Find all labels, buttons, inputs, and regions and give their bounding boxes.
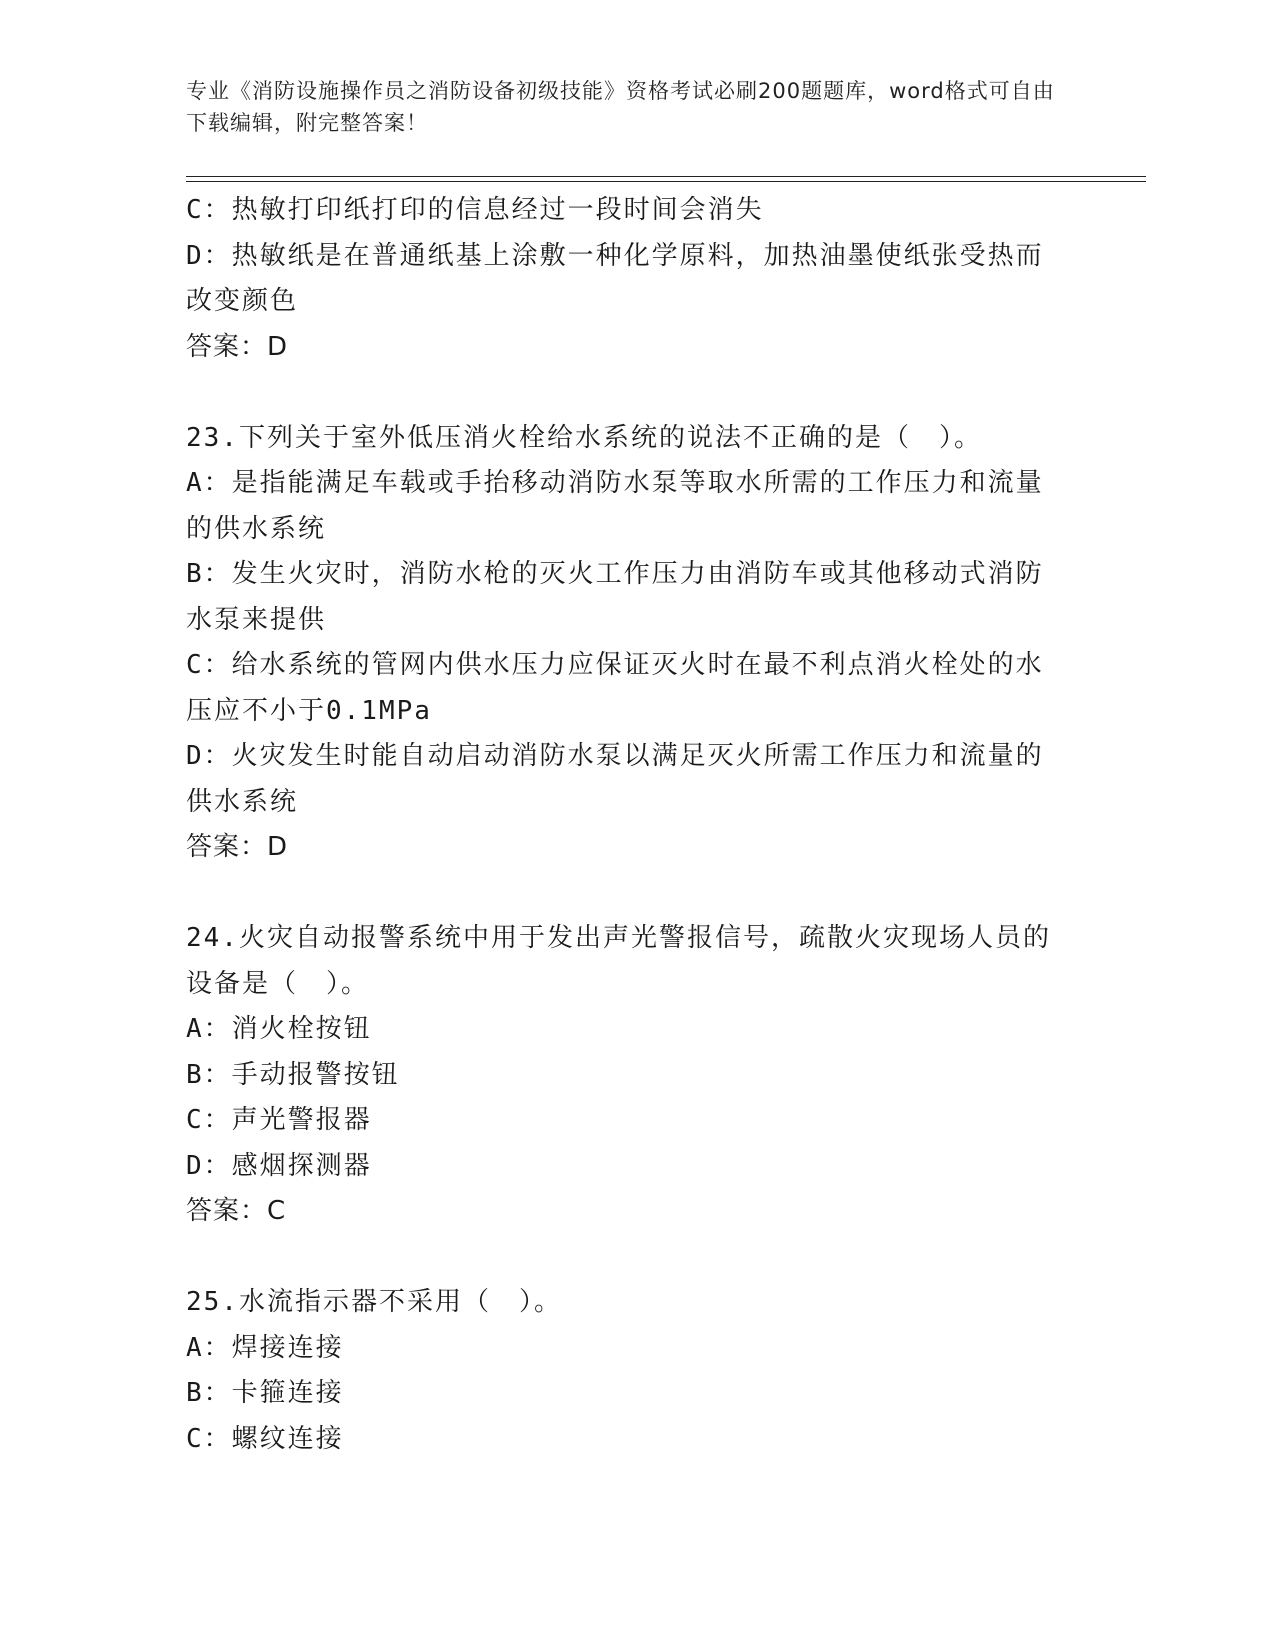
option-d: D：感烟探测器 [186, 1150, 372, 1181]
spacer [186, 871, 1066, 917]
option-b: B：手动报警按钮 [186, 1059, 400, 1090]
header-rule-bottom [186, 181, 1146, 182]
option-a: A：焊接连接 [186, 1332, 344, 1363]
option-d: D：火灾发生时能自动启动消防水泵以满足灭火所需工作压力和流量的供水系统 [186, 741, 1044, 817]
option-c: C：给水系统的管网内供水压力应保证灭火时在最不利点消火栓处的水压应不小于0.1MPa [186, 650, 1044, 726]
option-a: A：消火栓按钮 [186, 1014, 372, 1044]
question-stem: 24.火灾自动报警系统中用于发出声光警报信号，疏散火灾现场人员的设备是（ ）。 [186, 923, 1051, 999]
question-stem: 23.下列关于室外低压消火栓给水系统的说法不正确的是（ ）。 [186, 422, 982, 453]
option-b: B：发生火灾时，消防水枪的灭火工作压力由消防车或其他移动式消防水泵来提供 [186, 559, 1044, 635]
page-header: 专业《消防设施操作员之消防设备初级技能》资格考试必刷200题题库，word格式可自由下载编辑，附完整答案！ [186, 79, 1055, 135]
option-c: C：热敏打印纸打印的信息经过一段时间会消失 [186, 195, 764, 225]
option-b: B：卡箍连接 [186, 1378, 344, 1408]
document-body [186, 188, 1066, 1462]
option-d: D：热敏纸是在普通纸基上涂敷一种化学原料，加热油墨使纸张受热而改变颜色 [186, 240, 1044, 316]
answer: 答案：C [186, 1196, 287, 1226]
spacer [186, 370, 1066, 416]
question-stem: 25.水流指示器不采用（ ）。 [186, 1287, 562, 1317]
option-c: C：声光警报器 [186, 1105, 372, 1135]
answer: 答案：D [186, 832, 289, 862]
spacer [186, 1235, 1066, 1281]
option-a: A：是指能满足车载或手抬移动消防水泵等取水所需的工作压力和流量的供水系统 [186, 468, 1044, 544]
header-rule-top [186, 176, 1146, 177]
answer: 答案：D [186, 331, 289, 362]
option-c: C：螺纹连接 [186, 1423, 344, 1454]
